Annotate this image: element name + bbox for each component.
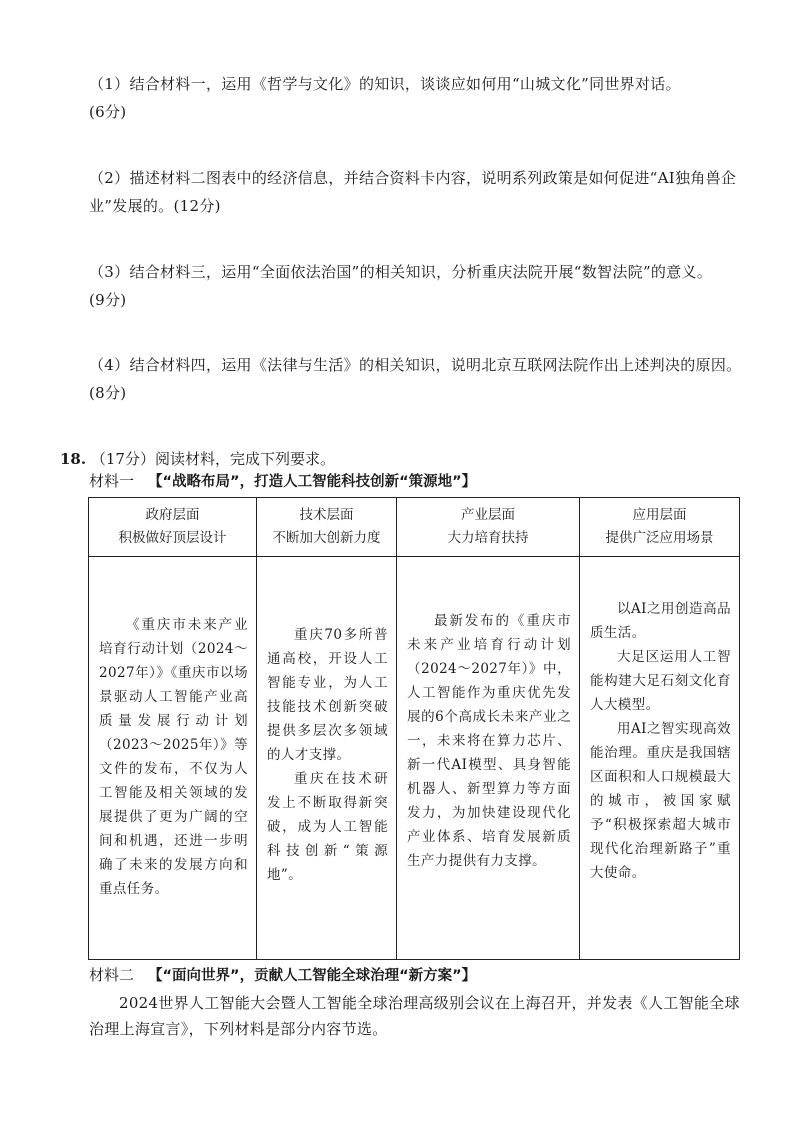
cell-paragraph: 大足区运用人工智能构建大足石刻文化育人大模型。 [590, 649, 731, 713]
question-1-text: （1）结合材料一，运用《哲学与文化》的知识，谈谈应如何用“山城文化”同世界对话。 [89, 75, 681, 93]
column-head: 应用层面 [632, 507, 687, 523]
material-1-label: 材料一 [89, 472, 135, 490]
table-body-row [89, 557, 740, 960]
column-head: 技术层面 [299, 507, 354, 523]
question-18-text: （17分）阅读材料，完成下列要求。 [90, 450, 335, 468]
column-header-technology [257, 498, 397, 557]
question-1-score: (6分) [89, 103, 127, 121]
cell-paragraph: 以AI之用创造高品质生活。 [590, 601, 731, 641]
cell-government [89, 557, 257, 960]
column-header-application [580, 498, 740, 557]
table-header-row [89, 498, 740, 557]
question-18-number: 18. [60, 450, 87, 468]
column-header-industry [397, 498, 580, 557]
question-2-text: （2）描述材料二图表中的经济信息，并结合资料卡内容，说明系列政策是如何促进“AI独角兽企业”发展的。 [89, 169, 737, 215]
cell-paragraph: 最新发布的《重庆市未来产业培育行动计划（2024～2027年）》中，人工智能作为重庆优先发展的6个高成长未来产业之一，未来将在算力芯片、新一代AI模型、具身智能机器人、新型算力等方面发力，为加快建设现代化产业体系、培育发展新质生产力提供有力支撑。 [407, 613, 571, 869]
material-1-heading [89, 470, 476, 493]
question-3 [89, 258, 749, 314]
question-3-text: （3）结合材料三，运用“全面依法治国”的相关知识，分析重庆法院开展“数智法院”的意义。 [89, 263, 713, 281]
cell-paragraph: 重庆在技术研发上不断取得新突破，成为人工智能科技创新“策源地”。 [267, 771, 388, 883]
question-4 [89, 351, 749, 407]
cell-industry [397, 557, 580, 960]
cell-technology [257, 557, 397, 960]
cell-paragraph: 《重庆市未来产业培育行动计划（2024～2027年）》《重庆市以场景驱动人工智能产业高质量发展行动计划（2023～2025年）》等文件的发布，不仅为人工智能及相关领域的发展提供了更为广阔的空间和机遇，还进一步明确了未来的发展方向和重点任务。 [99, 617, 248, 897]
cell-paragraph: 用AI之智实现高效能治理。重庆是我国辖区面积和人口规模最大的城市，被国家赋予“积极探索超大城市现代化治理新路子”重大使命。 [590, 721, 731, 881]
question-4-text: （4）结合材料四，运用《法律与生活》的相关知识，说明北京互联网法院作出上述判决的原因。 [89, 356, 742, 374]
material-2-body: 2024世界人工智能大会暨人工智能全球治理高级别会议在上海召开，并发表《人工智能全球治理上海宣言》，下列材料是部分内容节选。 [89, 994, 740, 1038]
question-2-score: (12分) [173, 197, 221, 215]
column-subhead: 不断加大创新力度 [272, 530, 381, 546]
question-1 [89, 70, 749, 126]
column-subhead: 积极做好顶层设计 [118, 530, 227, 546]
material-2-label: 材料二 [89, 966, 135, 984]
question-4-score: (8分) [89, 384, 127, 402]
material-1-table [88, 497, 740, 960]
question-3-score: (9分) [89, 291, 127, 309]
column-subhead: 提供广泛应用场景 [605, 530, 714, 546]
cell-paragraph: 重庆70多所普通高校，开设人工智能专业，为人工技能技术创新突破提供多层次多领域的人才支撑。 [267, 627, 388, 763]
column-head: 产业层面 [461, 507, 515, 523]
column-head: 政府层面 [145, 507, 200, 523]
question-18-header [60, 448, 335, 470]
column-subhead: 大力培育扶持 [447, 530, 529, 546]
column-header-government [89, 498, 257, 557]
cell-application [580, 557, 740, 960]
material-1-title: 【“战略布局”，打造人工智能科技创新“策源地”】 [148, 474, 477, 490]
question-2 [89, 164, 749, 220]
material-2-title: 【“面向世界”，贡献人工智能全球治理“新方案”】 [148, 968, 477, 984]
material-2-heading [89, 964, 476, 987]
